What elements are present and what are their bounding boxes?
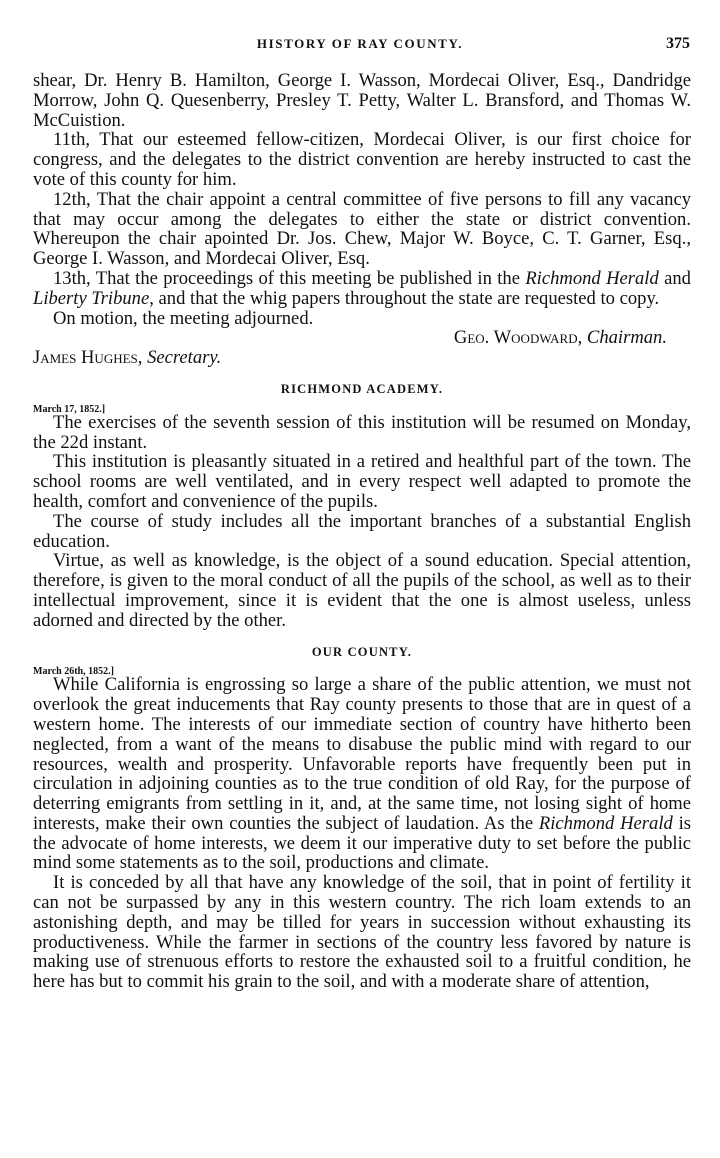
chairman-title: Chairman.	[586, 327, 667, 349]
county-p1-end: is the advocate of home interests, we deem it our imperative duty to set before the public mind some statements as to the soil, productions and climate.	[33, 812, 692, 874]
academy-paragraph: This institution is pleasantly situated in a retired and healthful part of the town. The school rooms are well ventilated, and in every respect well adapted to promote the health, comfort and convenience of the pupils.	[33, 451, 691, 512]
academy-paragraph: The exercises of the seventh session of this institution will be resumed on Monday, the 22d instant.	[33, 411, 691, 453]
resolution-11: 11th, That our esteemed fellow-citizen, Mordecai Oliver, is our first choice for congress, and the delegates to the district convention are hereby instructed to cast the vote of this county for him.	[33, 129, 691, 190]
running-title: HISTORY OF RAY COUNTY.	[256, 36, 464, 51]
secretary-name: James Hughes,	[33, 347, 143, 369]
body-text	[33, 71, 691, 992]
academy-paragraph: Virtue, as well as knowledge, is the object of a sound education. Special attention, therefore, is given to the moral conduct of all the pupils of the school, as well as to their intellectual improvement, since it is evident that the one is almost useless, unless adorned and directed by the other.	[33, 550, 691, 631]
academy-dateline: March 17, 1852.]	[33, 403, 106, 415]
county-p1-start: While California is engrossing so large a share of the public attention, we must not overlook the great inducements that Ray county presents to those that are in quest of a western home. The interests of our immediate section of country have hitherto been neglected, from a want of the means to disabuse the public mind with regard to our resources, wealth and prosperity. Unfavorable reports have frequently been put in circulation in adjoining counties as to the true condition of old Ray, for the purpose of deterring emigrants from settling in it, and, at the same time, not losing sight of home interests, make their own counties the subject of laudation. As the	[33, 674, 691, 834]
academy-heading: RICHMOND ACADEMY.	[280, 381, 444, 396]
county-dateline: March 26th, 1852.]	[33, 666, 114, 678]
paper-richmond-herald-ref: Richmond Herald	[538, 812, 673, 834]
meeting-continued-paragraph: shear, Dr. Henry B. Hamilton, George I. Wasson, Mordecai Oliver, Esq., Dandridge Morrow, John Q. Quesenberry, Presley T. Petty, Walter L. Bransford, and Thomas W. McCuistion.	[33, 70, 691, 131]
county-paragraph-2: It is conceded by all that have any knowledge of the soil, that in point of fertility it can not be surpassed by any in this western country. The rich loam extends to an astonishing depth, and may be tilled for years in succession without exhausting its productiveness. While the farmer in sections of the country less favored by nature is making use of strenuous efforts to restore the exhausted soil to a fruitful condition, he here has but to commit his grain to the soil, and with a moderate share of attention,	[33, 872, 691, 993]
page-number: 375	[666, 35, 690, 52]
resolution-13	[33, 269, 691, 309]
academy-paragraph: The course of study includes all the important branches of a substantial English education.	[33, 510, 691, 552]
resolution-13-end: , and that the whig papers throughout the state are requested to copy.	[149, 287, 660, 309]
secretary-signature	[33, 348, 691, 368]
meeting-adjourned: On motion, the meeting adjourned.	[53, 307, 314, 329]
secretary-title: Secretary.	[147, 347, 222, 369]
resolution-13-start: 13th, That the proceedings of this meeting be published in the	[53, 267, 526, 289]
running-head	[0, 36, 720, 60]
chairman-name: Geo. Woodward,	[453, 327, 583, 349]
paper-liberty-tribune: Liberty Tribune	[33, 287, 150, 309]
county-heading: OUR COUNTY.	[311, 644, 413, 659]
county-paragraph-1	[33, 675, 691, 873]
resolution-12: 12th, That the chair appoint a central committee of five persons to fill any vacancy that may occur among the delegates to either the state or district convention. Whereupon the chair apointed Dr. Jos. Chew, Major W. Boyce, C. T. Garner, Esq., George I. Wasson, and Mordecai Oliver, Esq.	[33, 188, 691, 270]
paper-richmond-herald: Richmond Herald	[525, 267, 659, 289]
chairman-signature	[33, 328, 667, 348]
resolution-13-and: and	[658, 267, 691, 289]
